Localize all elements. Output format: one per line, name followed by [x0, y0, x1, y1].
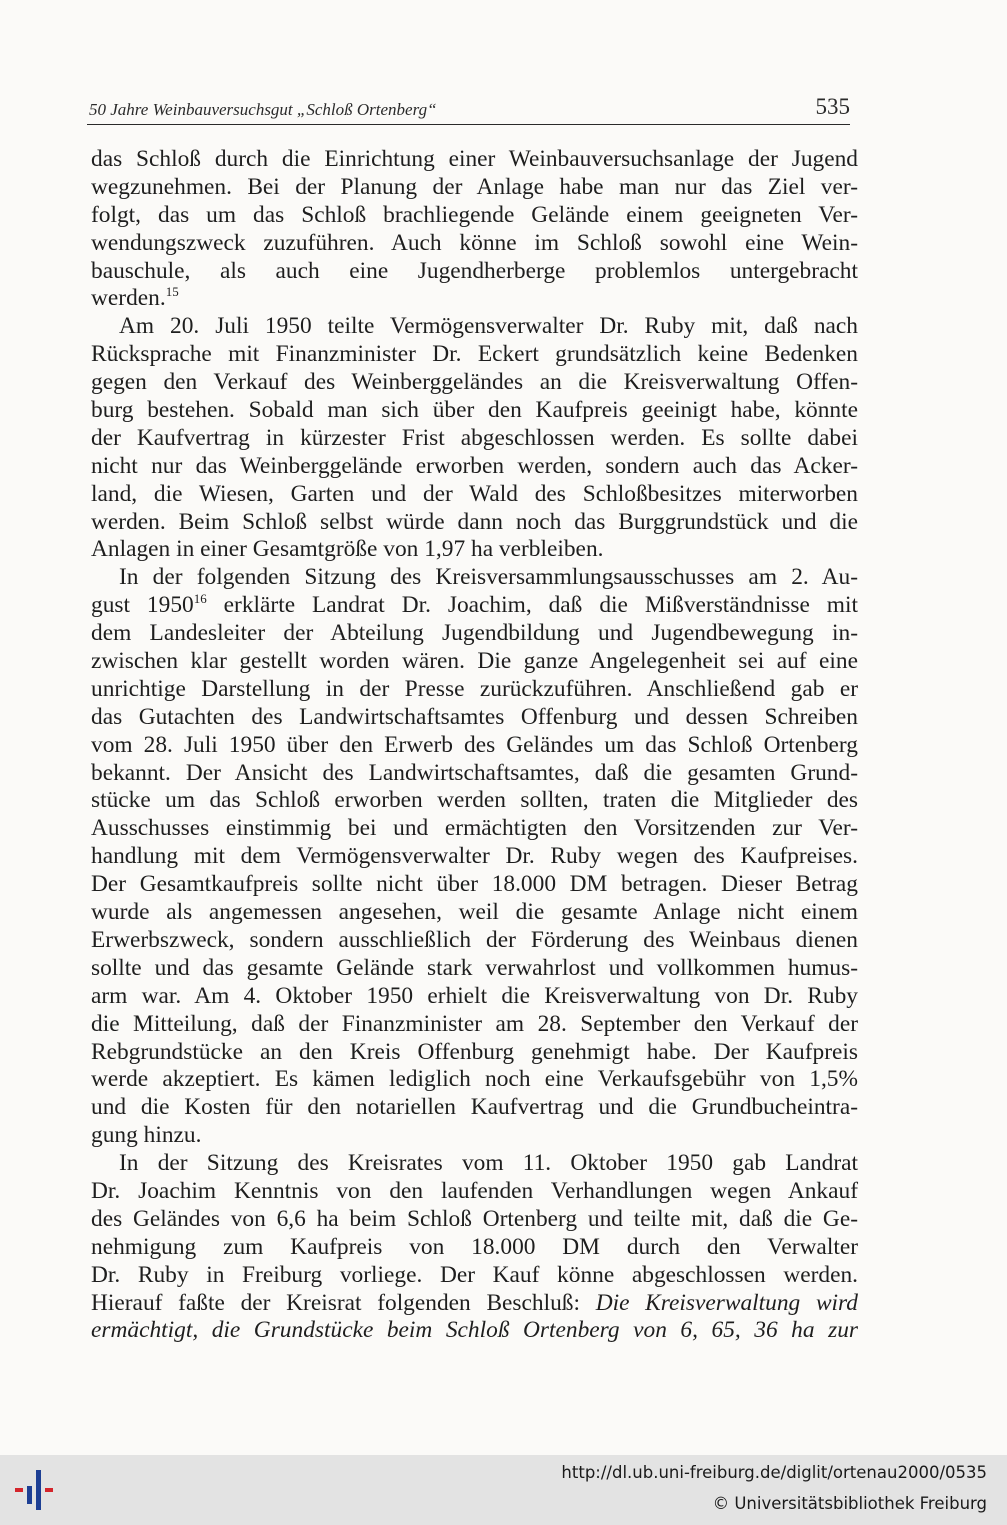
- text-line: dem Landesleiter der Abteilung Jugendbildung und Jugendbewegung in-: [91, 620, 858, 647]
- text-line: wendungszweck zuzuführen. Auch könne im Schloß sowohl eine Wein-: [91, 229, 858, 256]
- text-line: folgt, das um das Schloß brachliegende Gelände einem geeigneten Ver-: [91, 201, 858, 228]
- text-line: gung hinzu.: [91, 1122, 202, 1149]
- text-line: unrichtige Darstellung in der Presse zurückzuführen. Anschließend gab er: [91, 675, 858, 702]
- text-line: nicht nur das Weinberggelände erworben werden, sondern auch das Acker-: [91, 452, 858, 479]
- text-line: Erwerbszweck, sondern ausschließlich der Förderung des Weinbaus dienen: [91, 926, 858, 953]
- text-line: des Geländes von 6,6 ha beim Schloß Ortenberg und teilte mit, daß die Ge-: [91, 1205, 858, 1232]
- text-line: Am 20. Juli 1950 teilte Vermögensverwalter Dr. Ruby mit, daß nach: [119, 313, 858, 340]
- text-line: stücke um das Schloß erworben werden sollten, traten die Mitglieder des: [91, 787, 858, 814]
- text-line: werde akzeptiert. Es kämen lediglich noch eine Verkaufsgebühr von 1,5%: [91, 1066, 858, 1093]
- running-title: 50 Jahre Weinbauversuchsgut „Schloß Ortenberg“: [89, 100, 437, 119]
- text-fragment: Hierauf faßte der Kreisrat folgenden Beschluß:: [91, 1289, 596, 1316]
- text-line: burg bestehen. Sobald man sich über den Kaufpreis geeinigt habe, könnte: [91, 397, 858, 424]
- permalink-url[interactable]: http://dl.ub.uni-freiburg.de/diglit/ortenau2000/0535: [561, 1463, 987, 1482]
- footnote-ref-16[interactable]: 16: [193, 591, 207, 607]
- footnote-ref-15[interactable]: 15: [165, 284, 179, 300]
- resolution-quote: Die Kreisverwaltung wird: [595, 1289, 858, 1316]
- library-footer: [0, 1455, 1007, 1525]
- text-line: Anlagen in einer Gesamtgröße von 1,97 ha verbleiben.: [91, 536, 604, 563]
- text-line: [91, 285, 858, 313]
- text-line: gegen den Verkauf des Weinberggeländes an die Kreisverwaltung Offen-: [91, 369, 858, 396]
- text-line: werden. Beim Schloß selbst würde dann noch das Burggrundstück und die: [91, 508, 858, 535]
- text-line: wegzunehmen. Bei der Planung der Anlage habe man nur das Ziel ver-: [91, 173, 858, 200]
- body-text: [91, 146, 858, 1345]
- text-line: die Mitteilung, daß der Finanzminister am 28. September den Verkauf der: [91, 1010, 858, 1037]
- text-line: Dr. Joachim Kenntnis von den laufenden Verhandlungen wegen Ankauf: [91, 1177, 858, 1204]
- text-line: In der folgenden Sitzung des Kreisversammlungsausschusses am 2. Au-: [119, 564, 858, 591]
- library-logo-icon: [12, 1464, 64, 1514]
- text-line: [91, 1290, 858, 1318]
- text-line: [91, 592, 858, 620]
- text-fragment: gust 1950: [91, 592, 194, 619]
- text-line: nehmigung zum Kaufpreis von 18.000 DM durch den Verwalter: [91, 1233, 858, 1260]
- resolution-quote: ermächtigt, die Grundstücke beim Schloß Ortenberg von 6, 65, 36 ha zur: [91, 1317, 858, 1344]
- text-line: bauschule, als auch eine Jugendherberge problemlos untergebracht: [91, 257, 858, 284]
- page-number: 535: [815, 94, 850, 119]
- text-line: sollte und das gesamte Gelände stark verwahrlost und vollkommen humus-: [91, 954, 858, 981]
- text-line: zwischen klar gestellt worden wären. Die ganze Angelegenheit sei auf eine: [91, 648, 858, 675]
- text-line: das Schloß durch die Einrichtung einer Weinbauversuchsanlage der Jugend: [91, 146, 858, 172]
- text-line: Dr. Ruby in Freiburg vorliege. Der Kauf könne abgeschlossen werden.: [91, 1261, 858, 1288]
- text-line: Der Gesamtkaufpreis sollte nicht über 18.000 DM betragen. Dieser Betrag: [91, 871, 858, 898]
- text-line: der Kaufvertrag in kürzester Frist abgeschlossen werden. Es sollte dabei: [91, 424, 858, 451]
- text-line: und die Kosten für den notariellen Kaufvertrag und die Grundbucheintra-: [91, 1094, 858, 1121]
- text-line: bekannt. Der Ansicht des Landwirtschaftsamtes, daß die gesamten Grund-: [91, 759, 858, 786]
- text-fragment: erklärte Landrat Dr. Joachim, daß die Mißverständnisse mit: [206, 592, 858, 619]
- text-line: vom 28. Juli 1950 über den Erwerb des Geländes um das Schloß Ortenberg: [91, 731, 858, 758]
- text-line: das Gutachten des Landwirtschaftsamtes Offenburg und dessen Schreiben: [91, 703, 858, 730]
- text-line: Rücksprache mit Finanzminister Dr. Eckert grundsätzlich keine Bedenken: [91, 341, 858, 368]
- running-header: [87, 94, 850, 125]
- text-fragment: werden.: [91, 285, 166, 312]
- text-line: land, die Wiesen, Garten und der Wald des Schloßbesitzes miterworben: [91, 480, 858, 507]
- text-line: Rebgrundstücke an den Kreis Offenburg genehmigt habe. Der Kaufpreis: [91, 1038, 858, 1065]
- text-line: Ausschusses einstimmig bei und ermächtigten den Vorsitzenden zur Ver-: [91, 815, 858, 842]
- text-line: arm war. Am 4. Oktober 1950 erhielt die Kreisverwaltung von Dr. Ruby: [91, 982, 858, 1009]
- copyright-notice: © Universitätsbibliothek Freiburg: [712, 1494, 987, 1513]
- text-line: handlung mit dem Vermögensverwalter Dr. Ruby wegen des Kaufpreises.: [91, 843, 858, 870]
- text-line: In der Sitzung des Kreisrates vom 11. Oktober 1950 gab Landrat: [119, 1150, 858, 1177]
- text-line: wurde als angemessen angesehen, weil die gesamte Anlage nicht einem: [91, 899, 858, 926]
